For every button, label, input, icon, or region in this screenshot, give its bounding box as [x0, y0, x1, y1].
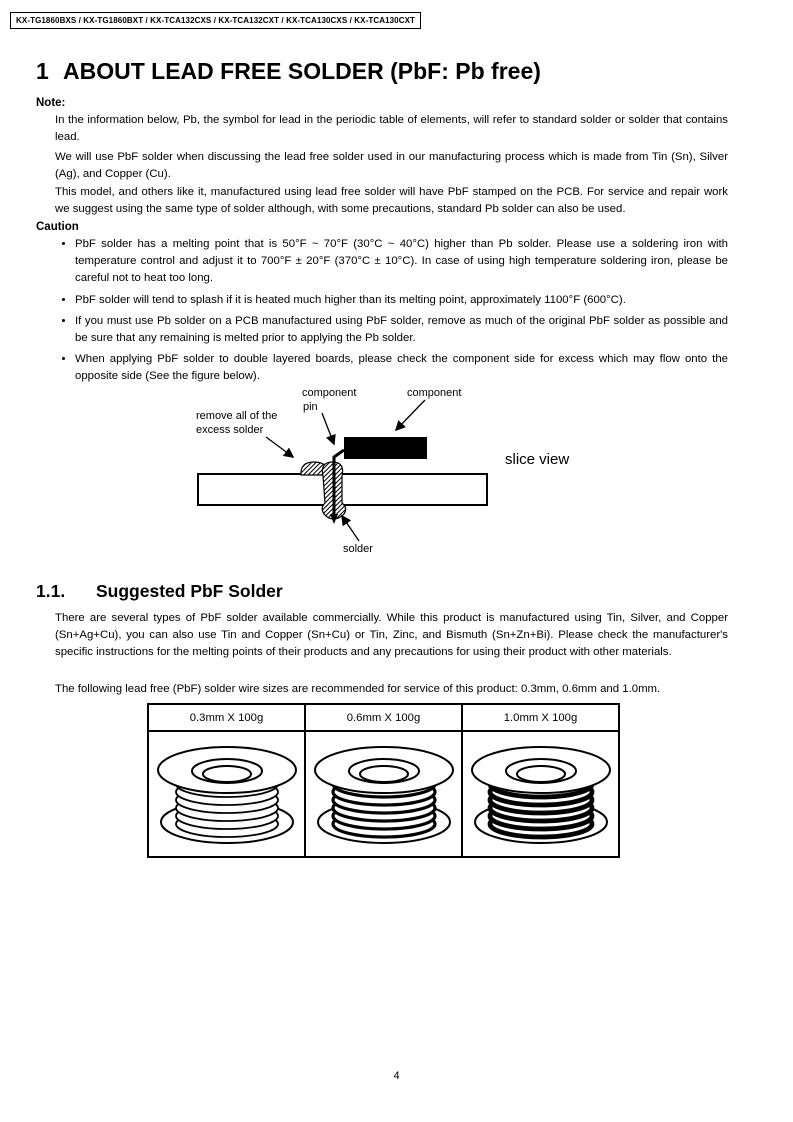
- chapter-number: 1: [36, 58, 49, 84]
- solder-label: solder: [343, 543, 373, 555]
- section-number: 1.1.: [36, 581, 66, 601]
- solder-spool-medium-icon: [309, 733, 459, 851]
- excess-solder-label-line2: excess solder: [196, 424, 264, 436]
- component-shape: [344, 437, 427, 459]
- table-header-cell: 1.0mm X 100g: [462, 704, 619, 731]
- chapter-title-text: ABOUT LEAD FREE SOLDER (PbF: Pb free): [63, 58, 541, 84]
- solder-slice-view-diagram: [110, 380, 640, 558]
- section-paragraph: The following lead free (PbF) solder wire sizes are recommended for service of this product: 0.3mm, 0.6mm and 1.0mm.: [55, 683, 661, 695]
- model-numbers-header: KX-TG1860BXS / KX-TG1860BXT / KX-TCA132CXS / KX-TCA132CXT / KX-TCA130CXS / KX-TCA130CXT: [10, 12, 421, 29]
- note-paragraph: This model, and others like it, manufactured using lead free solder will have PbF stamped on the PCB. For service and repair work we suggest using the same type of solder although, with some precautions, standard Pb solder can also be used.: [55, 186, 728, 215]
- table-header-row: [148, 704, 619, 731]
- table-image-cell: [305, 731, 462, 857]
- component-label: component: [407, 387, 462, 399]
- caution-label: Caution: [36, 221, 79, 233]
- table-image-cell: [462, 731, 619, 857]
- pin-label-line1: component: [302, 387, 357, 399]
- slice-view-label: slice view: [505, 451, 570, 468]
- note-paragraph: In the information below, Pb, the symbol for lead in the periodic table of elements, will refer to standard solder or solder that contains lead.: [55, 114, 728, 143]
- solder-wire-size-table: [147, 703, 620, 858]
- page-title: [36, 56, 728, 86]
- caution-item: • PbF solder has a melting point that is 50°F ~ 70°F (30°C ~ 40°C) higher than Pb solder. Please use a soldering iron with temperature control and adjust it to 700°F ± 20°F (370°C ± 10°C). In case of using high temperature soldering iron, please be careful not to heat too long.: [75, 236, 728, 288]
- table-image-cell: [148, 731, 305, 857]
- section-paragraph: There are several types of PbF solder available commercially. While this product is manufactured using Tin, Silver, and Copper (Sn+Ag+Cu), you can also use Tin and Copper (Sn+Cu) or Tin, Zinc, and Bismuth (Sn+Zn+Bi). Please check the manufacturer's specific instructions for the melting points of their products and any precautions for using their product with other materials.: [55, 612, 728, 658]
- pin-callout-arrow: [322, 413, 334, 444]
- caution-item: • If you must use Pb solder on a PCB manufactured using PbF solder, remove as much of the original PbF solder as possible and be sure that any remaining is melted prior to applying the Pb solder.: [75, 313, 728, 347]
- section-title-text: Suggested PbF Solder: [96, 581, 283, 601]
- page-number: 4: [393, 1070, 400, 1082]
- solder-callout-arrow: [342, 516, 359, 541]
- table-image-row: [148, 731, 619, 857]
- caution-item: • When applying PbF solder to double layered boards, please check the component side for excess which may flow onto the opposite side (See the figure below).: [75, 351, 728, 385]
- caution-item: • PbF solder will tend to splash if it is heated much higher than its melting point, approximately 1100°F (600°C).: [75, 292, 728, 309]
- note-paragraph: We will use PbF solder when discussing the lead free solder used in our manufacturing process which is made from Tin (Sn), Silver (Ag), and Copper (Cu).: [55, 151, 728, 180]
- caution-list: [36, 236, 728, 390]
- excess-solder-callout-arrow: [266, 437, 293, 457]
- note-label: Note:: [36, 97, 66, 109]
- table-header-cell: 0.6mm X 100g: [305, 704, 462, 731]
- excess-solder-label-line1: remove all of the: [196, 410, 278, 422]
- table-header-cell: 0.3mm X 100g: [148, 704, 305, 731]
- solder-spool-thin-icon: [152, 733, 302, 851]
- pin-label-line2: pin: [303, 401, 318, 413]
- component-callout-arrow: [396, 400, 425, 430]
- section-title: [36, 580, 728, 602]
- solder-spool-thick-icon: [466, 733, 616, 851]
